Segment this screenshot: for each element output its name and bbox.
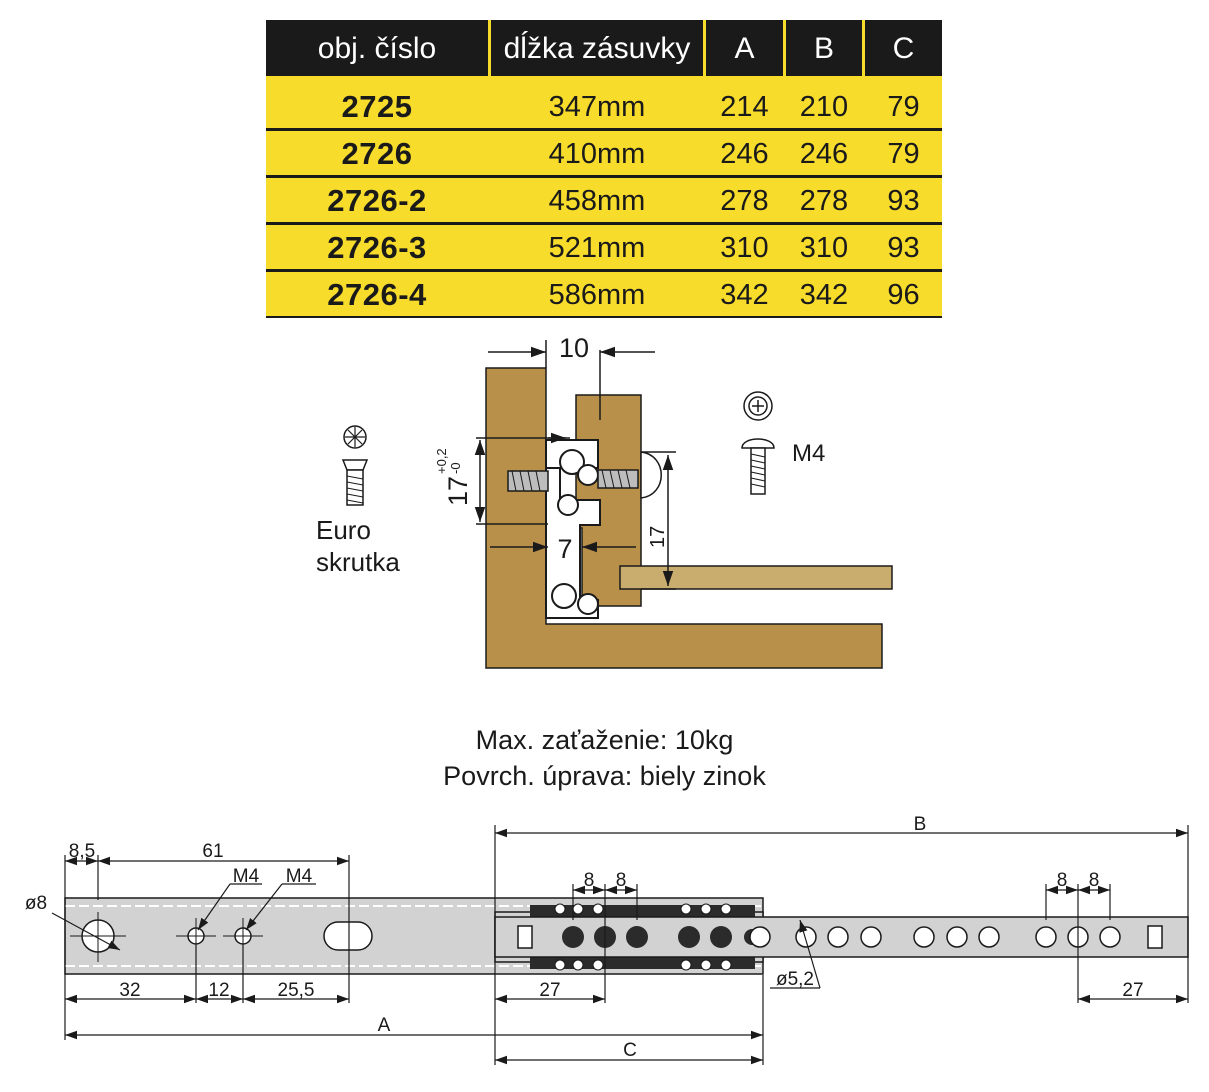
surface-caption: Povrch. úprava: biely zinok	[443, 761, 766, 791]
row-c: 79	[887, 138, 920, 170]
dimension-10-label: 10	[558, 333, 590, 363]
row-c: 93	[887, 232, 920, 264]
dim-27-left-label: 27	[539, 980, 561, 1001]
inner-end-slot-right	[1148, 926, 1162, 948]
diam5-2-label: ø5,2	[775, 969, 815, 990]
row-a: 278	[720, 185, 769, 217]
row-code: 2726	[341, 136, 413, 171]
dim-8-c-label: 8	[1056, 870, 1068, 891]
dim-32-label: 32	[119, 980, 141, 1001]
row-length: 458mm	[548, 185, 646, 217]
slot-hole	[324, 922, 372, 950]
m4-screw-icon	[742, 392, 774, 494]
header-a: A	[734, 32, 755, 65]
row-code: 2725	[341, 89, 413, 124]
dimension-17-tol-upper: +0,2	[434, 448, 449, 474]
row-c: 79	[887, 91, 920, 123]
euro-screw-label	[316, 514, 400, 578]
max-load-caption: Max. zaťaženie: 10kg	[475, 725, 734, 755]
dim-12-label: 12	[208, 980, 230, 1001]
dimension-17-label: 17	[647, 525, 669, 548]
euro-label-line2: skrutka	[316, 547, 400, 577]
euro-screw-icon	[343, 426, 367, 505]
row-b: 278	[799, 185, 849, 217]
row-b: 342	[799, 279, 849, 311]
dimension-17-tol-lower: -0	[448, 462, 463, 474]
inner-end-slot-left	[518, 926, 532, 948]
dim-8-b-label: 8	[615, 870, 627, 891]
row-a: 246	[720, 138, 769, 170]
drawer-bottom	[620, 566, 892, 589]
m4-label-a: M4	[232, 866, 260, 887]
row-b: 210	[799, 91, 849, 123]
row-code: 2726-3	[327, 230, 427, 265]
dim-c-label: C	[623, 1040, 637, 1061]
m4-label-b: M4	[285, 866, 313, 887]
row-a: 342	[720, 279, 769, 311]
row-length: 410mm	[548, 138, 646, 170]
m4-screw-head-side	[641, 452, 661, 498]
row-length: 347mm	[548, 91, 646, 123]
dim-b-label: B	[913, 814, 927, 835]
dimension-17-tol-base: 17	[443, 475, 473, 506]
header-c: C	[892, 32, 915, 65]
header-drawer-length: dĺžka zásuvky	[503, 32, 691, 65]
row-a: 214	[720, 91, 769, 123]
row-length: 586mm	[548, 279, 646, 311]
header-b: B	[813, 32, 834, 65]
row-b: 310	[799, 232, 849, 264]
dimension-7-label: 7	[557, 534, 573, 564]
row-length: 521mm	[548, 232, 646, 264]
row-code: 2726-2	[327, 183, 427, 218]
row-a: 310	[720, 232, 769, 264]
dim-a-label: A	[377, 1015, 391, 1036]
header-order-number: obj. číslo	[317, 32, 437, 65]
m4-screw-label: M4	[792, 440, 826, 467]
dim-8-5-label: 8,5	[68, 841, 96, 862]
row-c: 93	[887, 185, 920, 217]
dim-27-right-label: 27	[1122, 980, 1144, 1001]
row-b: 246	[799, 138, 849, 170]
row-c: 96	[887, 279, 920, 311]
dim-8-a-label: 8	[583, 870, 595, 891]
dim-25-5-label: 25,5	[277, 980, 315, 1001]
row-code: 2726-4	[327, 277, 427, 312]
diam8-label: ø8	[24, 893, 48, 914]
dim-8-d-label: 8	[1088, 870, 1100, 891]
euro-label-line1: Euro	[316, 515, 371, 545]
dim-61-label: 61	[202, 841, 224, 862]
